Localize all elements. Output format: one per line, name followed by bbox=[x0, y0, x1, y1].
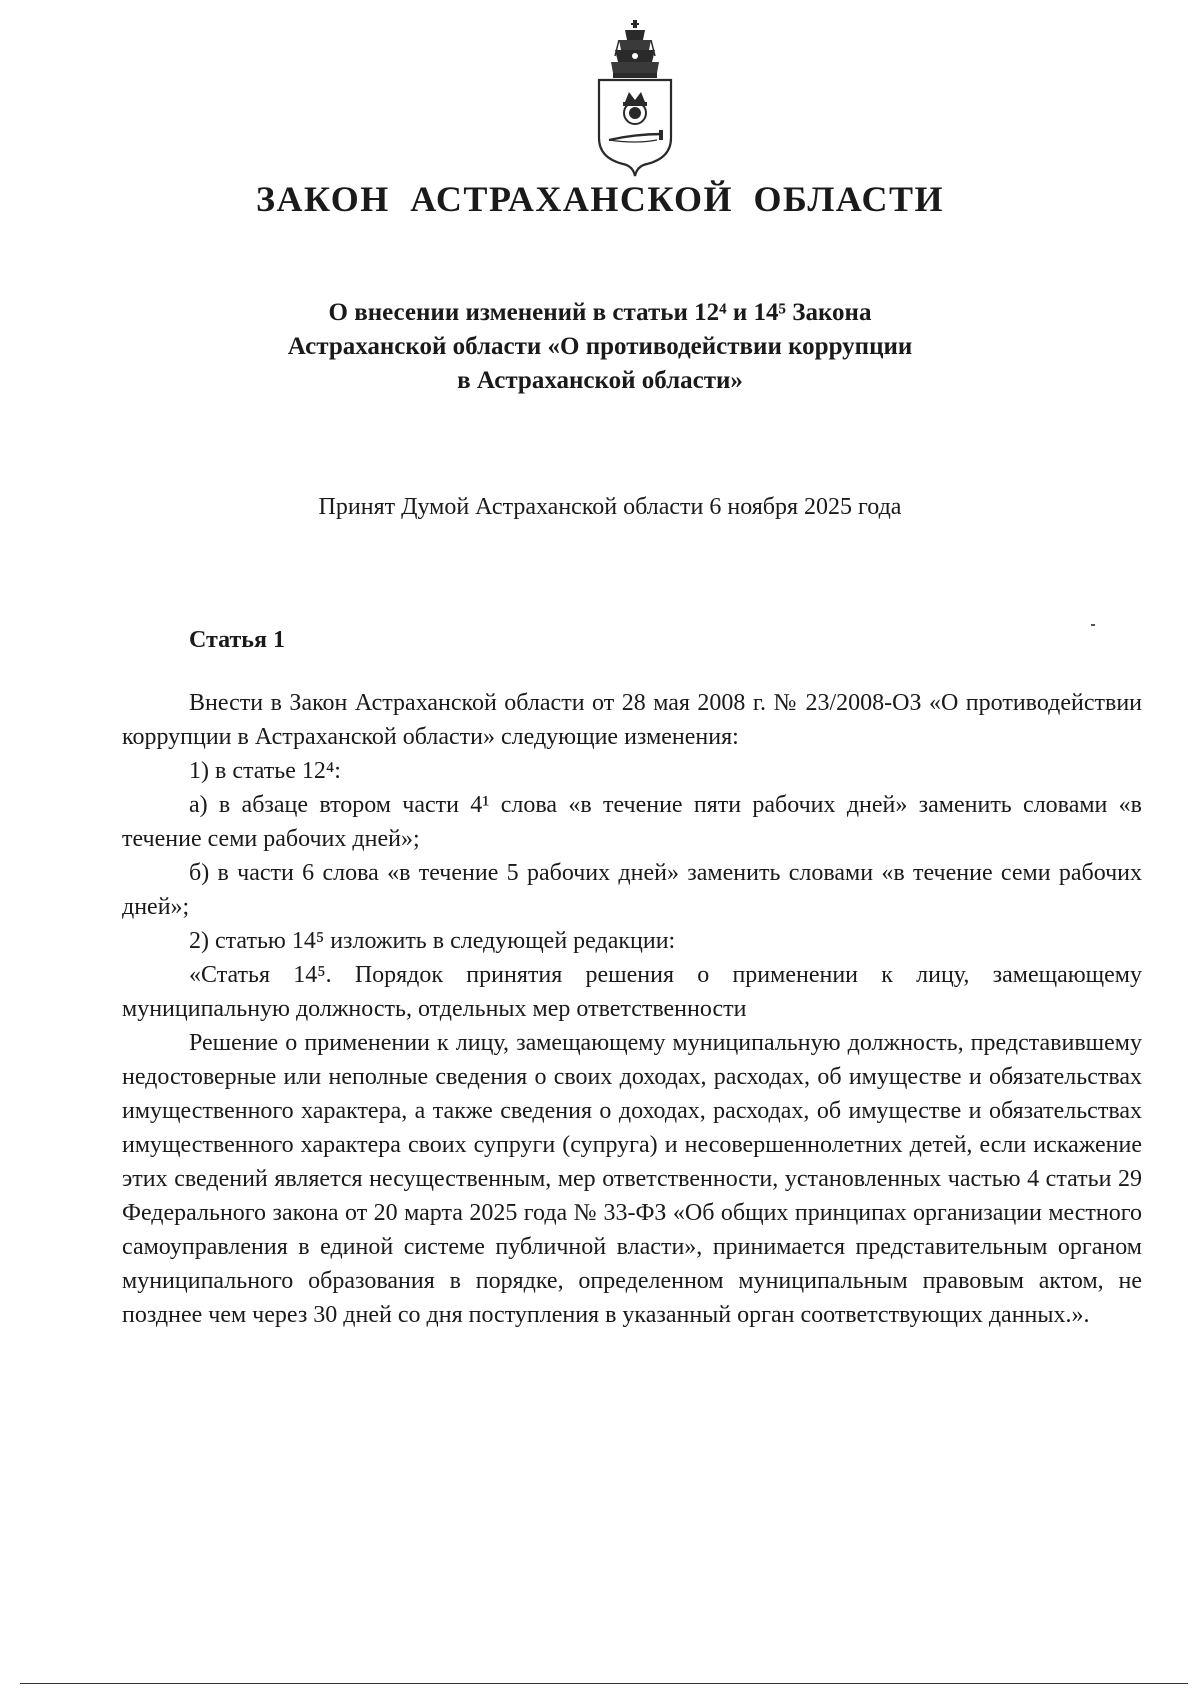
astrakhan-coat-of-arms-icon bbox=[585, 18, 685, 183]
paragraph: 2) статью 14⁵ изложить в следующей редакции: bbox=[189, 928, 676, 954]
subtitle-line: Астраханской области «О противодействии коррупции bbox=[287, 333, 913, 360]
paragraph: а) в абзаце втором части 4¹ слова «в течение пяти рабочих дней» заменить словами «в течение семи рабочих дней»; bbox=[122, 792, 1142, 852]
law-title: ЗАКОН АСТРАХАНСКОЙ ОБЛАСТИ bbox=[256, 179, 944, 219]
scan-speck bbox=[1091, 624, 1095, 626]
article-body bbox=[122, 686, 1142, 1332]
footer-rule bbox=[20, 1683, 1188, 1684]
paragraph: б) в части 6 слова «в течение 5 рабочих дней» заменить словами «в течение семи рабочих дней»; bbox=[122, 860, 1142, 920]
adoption-note: Принят Думой Астраханской области 6 ноября 2025 года bbox=[318, 494, 902, 520]
subtitle-line: О внесении изменений в статьи 12⁴ и 14⁵ Закона bbox=[328, 299, 872, 326]
subtitle-line: в Астраханской области» bbox=[457, 367, 743, 394]
paragraph: Решение о применении к лицу, замещающему муниципальную должность, представившему недостоверные или неполные сведения о своих доходах, расходах, об имуществе и обязательствах имущественного характера, а также сведения о доходах, расходах, об имуществе и обязательствах имущественного характера своих супруги (супруга) и несовершеннолетних детей, если искажение этих сведений является несущественным, мер ответственности, установленных частью 4 статьи 29 Федерального закона от 20 марта 2025 года № 33-ФЗ «Об общих принципах организации местного самоуправления в единой системе публичной власти», принимается представительным органом муниципального образования в порядке, определенном муниципальным правовым актом, не позднее чем через 30 дней со дня поступления в указанный орган соответствующих данных.». bbox=[122, 1030, 1142, 1328]
paragraph: Внести в Закон Астраханской области от 28 мая 2008 г. № 23/2008-ОЗ «О противодействии коррупции в Астраханской области» следующие изменения: bbox=[122, 690, 1142, 750]
law-subtitle bbox=[150, 296, 1050, 398]
paragraph: «Статья 14⁵. Порядок принятия решения о применении к лицу, замещающему муниципальную должность, отдельных мер ответственности bbox=[122, 962, 1142, 1022]
paragraph: 1) в статье 12⁴: bbox=[189, 758, 341, 784]
article-heading: Статья 1 bbox=[189, 627, 285, 653]
